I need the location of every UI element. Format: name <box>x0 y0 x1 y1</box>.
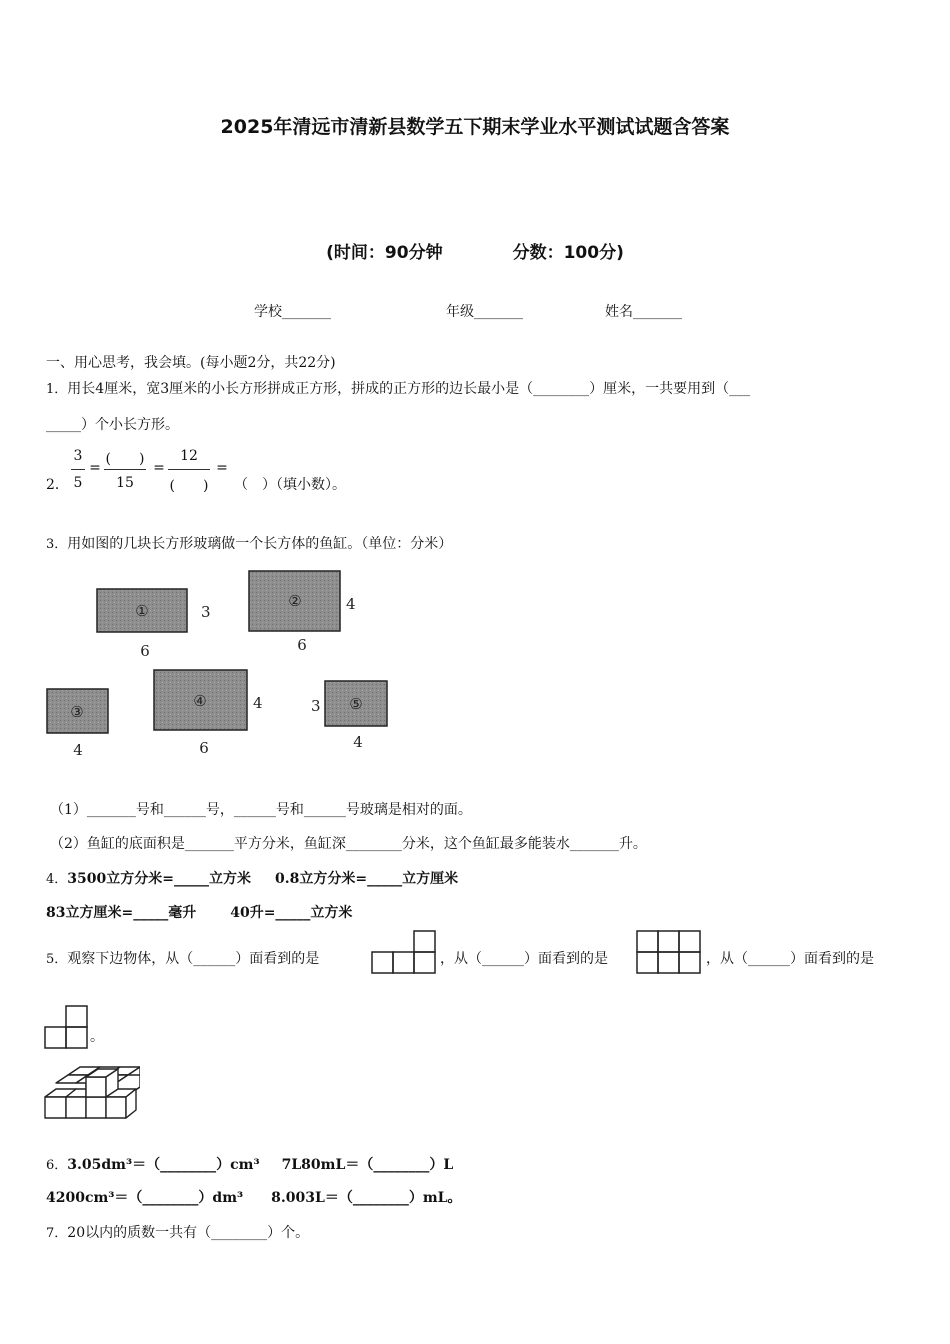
question-text: 用如图的几块长方形玻璃做一个长方体的鱼缸。（单位：分米） <box>67 536 453 552</box>
page-title: 2025年清远市清新县数学五下期末学业水平测试试题含答案 <box>220 116 730 138</box>
question-2-number: 2． <box>46 477 69 493</box>
question-6 <box>46 1154 453 1174</box>
conversion-2: 7L80mL＝（________）L <box>281 1157 454 1173</box>
fraction-2-denominator: 15 <box>116 475 134 491</box>
exam-score: 分数：100分) <box>512 243 624 263</box>
view-shape-2 <box>636 930 704 975</box>
glass-piece-2 <box>249 571 356 654</box>
question-number: 1． <box>46 382 68 397</box>
question-3-part-2: （2）鱼缸的底面积是_______平方分米，鱼缸深________分米，这个鱼缸最多能装水_______升。 <box>50 836 647 852</box>
question-1-continued: _____）个小长方形。 <box>46 417 179 433</box>
question-5-part-c: ，从（______）面看到的是 <box>706 951 874 967</box>
question-number: 3． <box>46 537 68 552</box>
question-5-part-a <box>46 948 319 968</box>
piece-width: 4 <box>353 733 363 751</box>
conversion-1: 3.05dm³＝（________）cm³ <box>67 1157 260 1173</box>
equals-sign: = <box>153 460 165 476</box>
conversion-3: 4200cm³＝（________）dm³ <box>46 1190 244 1206</box>
question-number: 4． <box>46 872 68 887</box>
conversion-1: 3500立方分米=_____立方米 <box>67 871 251 887</box>
fraction-1-denominator: 5 <box>73 475 83 491</box>
piece-width: 6 <box>199 739 209 757</box>
piece-height: 3 <box>311 697 321 715</box>
fraction-3-bar <box>168 469 210 470</box>
question-number: 7． <box>46 1226 68 1241</box>
exam-info <box>0 238 950 263</box>
exam-time: (时间：90分钟 <box>326 243 443 263</box>
piece-height: 4 <box>253 694 263 712</box>
fraction-3-denominator: ( ) <box>169 478 209 494</box>
piece-label: ② <box>288 592 302 610</box>
view-shape-1 <box>371 930 439 975</box>
glass-piece-5 <box>311 681 387 751</box>
glass-piece-3 <box>47 689 108 759</box>
equals-sign: = <box>216 460 228 476</box>
glass-piece-4 <box>154 670 263 757</box>
school-field[interactable]: 学校_______ <box>254 304 331 320</box>
question-3 <box>46 533 452 553</box>
piece-label: ③ <box>70 703 84 721</box>
fraction-1-numerator: 3 <box>73 448 83 464</box>
question-1 <box>46 378 750 398</box>
question-number: 6． <box>46 1158 68 1173</box>
question-4-line-2 <box>46 902 352 922</box>
question-2-tail: （ ）（填小数）。 <box>234 477 346 493</box>
question-7 <box>46 1222 309 1242</box>
piece-label: ① <box>135 602 149 620</box>
question-5-end: 。 <box>90 1029 104 1045</box>
piece-width: 6 <box>140 642 150 660</box>
piece-width: 4 <box>73 741 83 759</box>
conversion-4: 8.003L＝（________）mL。 <box>271 1190 462 1206</box>
name-field[interactable]: 姓名_______ <box>605 304 682 320</box>
conversion-2: 0.8立方分米=_____立方厘米 <box>274 871 459 887</box>
grade-field[interactable]: 年级_______ <box>446 304 523 320</box>
piece-height: 3 <box>201 603 211 621</box>
conversion-4: 40升=_____立方米 <box>230 905 353 921</box>
question-number: 5． <box>46 952 68 967</box>
glass-pieces-figure <box>40 564 420 764</box>
fraction-2-bar <box>104 469 146 470</box>
piece-label: ⑤ <box>349 695 363 713</box>
question-6-line-2 <box>46 1187 462 1207</box>
view-shape-3 <box>44 1005 91 1051</box>
section-heading: 一、用心思考，我会填。(每小题2分，共22分) <box>46 355 336 371</box>
cube-stack-figure <box>44 1063 140 1121</box>
fraction-2-numerator: ( ) <box>105 451 145 467</box>
piece-width: 6 <box>297 636 307 654</box>
question-text: 20以内的质数一共有（________）个。 <box>67 1225 310 1241</box>
fraction-1-bar <box>71 469 85 470</box>
question-text: 观察下边物体，从（______）面看到的是 <box>67 951 320 967</box>
question-text: 用长4厘米，宽3厘米的小长方形拼成正方形，拼成的正方形的边长最小是（________）厘米，一共要用到（___ <box>67 381 751 397</box>
conversion-3: 83立方厘米=_____毫升 <box>46 905 197 921</box>
question-3-part-1: （1）_______号和______号，______号和______号玻璃是相对的面。 <box>50 802 472 818</box>
question-4 <box>46 868 458 888</box>
question-5-part-b: ，从（______）面看到的是 <box>440 951 608 967</box>
piece-height: 4 <box>346 595 356 613</box>
piece-label: ④ <box>193 692 207 710</box>
equals-sign: = <box>89 460 101 476</box>
glass-piece-1 <box>97 589 211 660</box>
fraction-3-numerator: 12 <box>180 448 198 464</box>
